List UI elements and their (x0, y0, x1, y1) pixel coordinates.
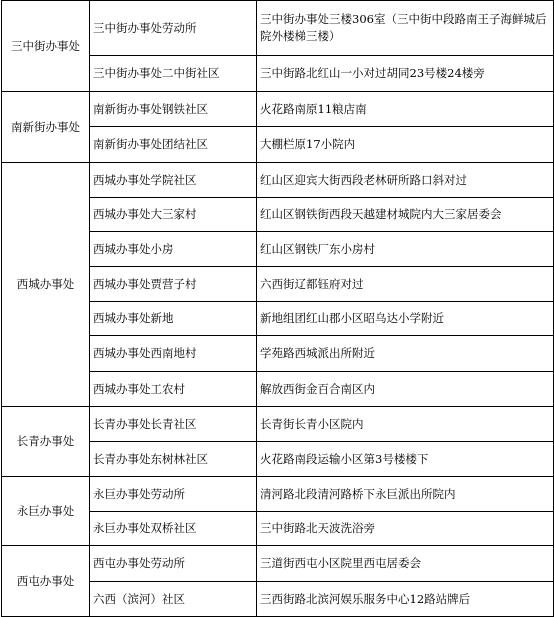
table-row (2, 477, 554, 512)
unit-cell: 西城办事处工农村 (90, 372, 257, 407)
unit-cell: 永巨办事处劳动所 (90, 477, 257, 512)
district-cell: 西屯办事处 (2, 546, 90, 617)
unit-cell: 南新街办事处团结社区 (90, 127, 257, 163)
address-cell: 红山区钢铁厂东小房村 (257, 232, 554, 267)
address-cell: 红山区迎宾大街西段老林研所路口斜对过 (257, 163, 554, 198)
address-cell: 三中街路北天波洗浴旁 (257, 512, 554, 546)
unit-cell: 南新街办事处钢铁社区 (90, 92, 257, 127)
address-cell: 长青街长青小区院内 (257, 407, 554, 442)
address-cell: 红山区钢铁街西段天越建材城院内大三家居委会 (257, 198, 554, 232)
unit-cell: 西城办事处大三家村 (90, 198, 257, 232)
address-cell: 三中街路北红山一小对过胡同23号楼24楼旁 (257, 56, 554, 92)
address-cell: 火花路南原11粮店南 (257, 92, 554, 127)
district-cell: 三中街办事处 (2, 1, 90, 92)
address-cell: 六西街辽都钰府对过 (257, 267, 554, 302)
table-row (2, 407, 554, 442)
unit-cell: 西城办事处西南地村 (90, 336, 257, 372)
office-address-table (1, 0, 554, 617)
unit-cell: 西城办事处贾营子村 (90, 267, 257, 302)
unit-cell: 西城办事处新地 (90, 302, 257, 336)
unit-cell: 长青办事处东树林社区 (90, 442, 257, 477)
unit-cell: 西城办事处学院社区 (90, 163, 257, 198)
unit-cell: 永巨办事处双桥社区 (90, 512, 257, 546)
district-cell: 长青办事处 (2, 407, 90, 477)
address-cell: 学苑路西城派出所附近 (257, 336, 554, 372)
table-row (2, 1, 554, 56)
address-cell: 三西街路北滨河娱乐服务中心12路站牌后 (257, 582, 554, 617)
table-row (2, 92, 554, 127)
address-cell: 三道街西屯小区院里西屯居委会 (257, 546, 554, 582)
table-row (2, 546, 554, 582)
address-cell: 清河路北段清河路桥下永巨派出所院内 (257, 477, 554, 512)
district-cell: 南新街办事处 (2, 92, 90, 163)
district-cell: 永巨办事处 (2, 477, 90, 546)
unit-cell: 长青办事处长青社区 (90, 407, 257, 442)
table-row (2, 163, 554, 198)
address-cell: 三中街办事处三楼306室（三中街中段路南王子海鲜城后院外楼梯三楼） (257, 1, 554, 56)
unit-cell: 三中街办事处二中街社区 (90, 56, 257, 92)
unit-cell: 六西（滨河）社区 (90, 582, 257, 617)
unit-cell: 三中街办事处劳动所 (90, 1, 257, 56)
unit-cell: 西城办事处小房 (90, 232, 257, 267)
address-cell: 解放西街金百合南区内 (257, 372, 554, 407)
district-cell: 西城办事处 (2, 163, 90, 407)
address-cell: 火花路南段运输小区第3号楼楼下 (257, 442, 554, 477)
unit-cell: 西屯办事处劳动所 (90, 546, 257, 582)
address-cell: 新地组团红山郡小区昭乌达小学附近 (257, 302, 554, 336)
address-cell: 大棚栏原17小院内 (257, 127, 554, 163)
